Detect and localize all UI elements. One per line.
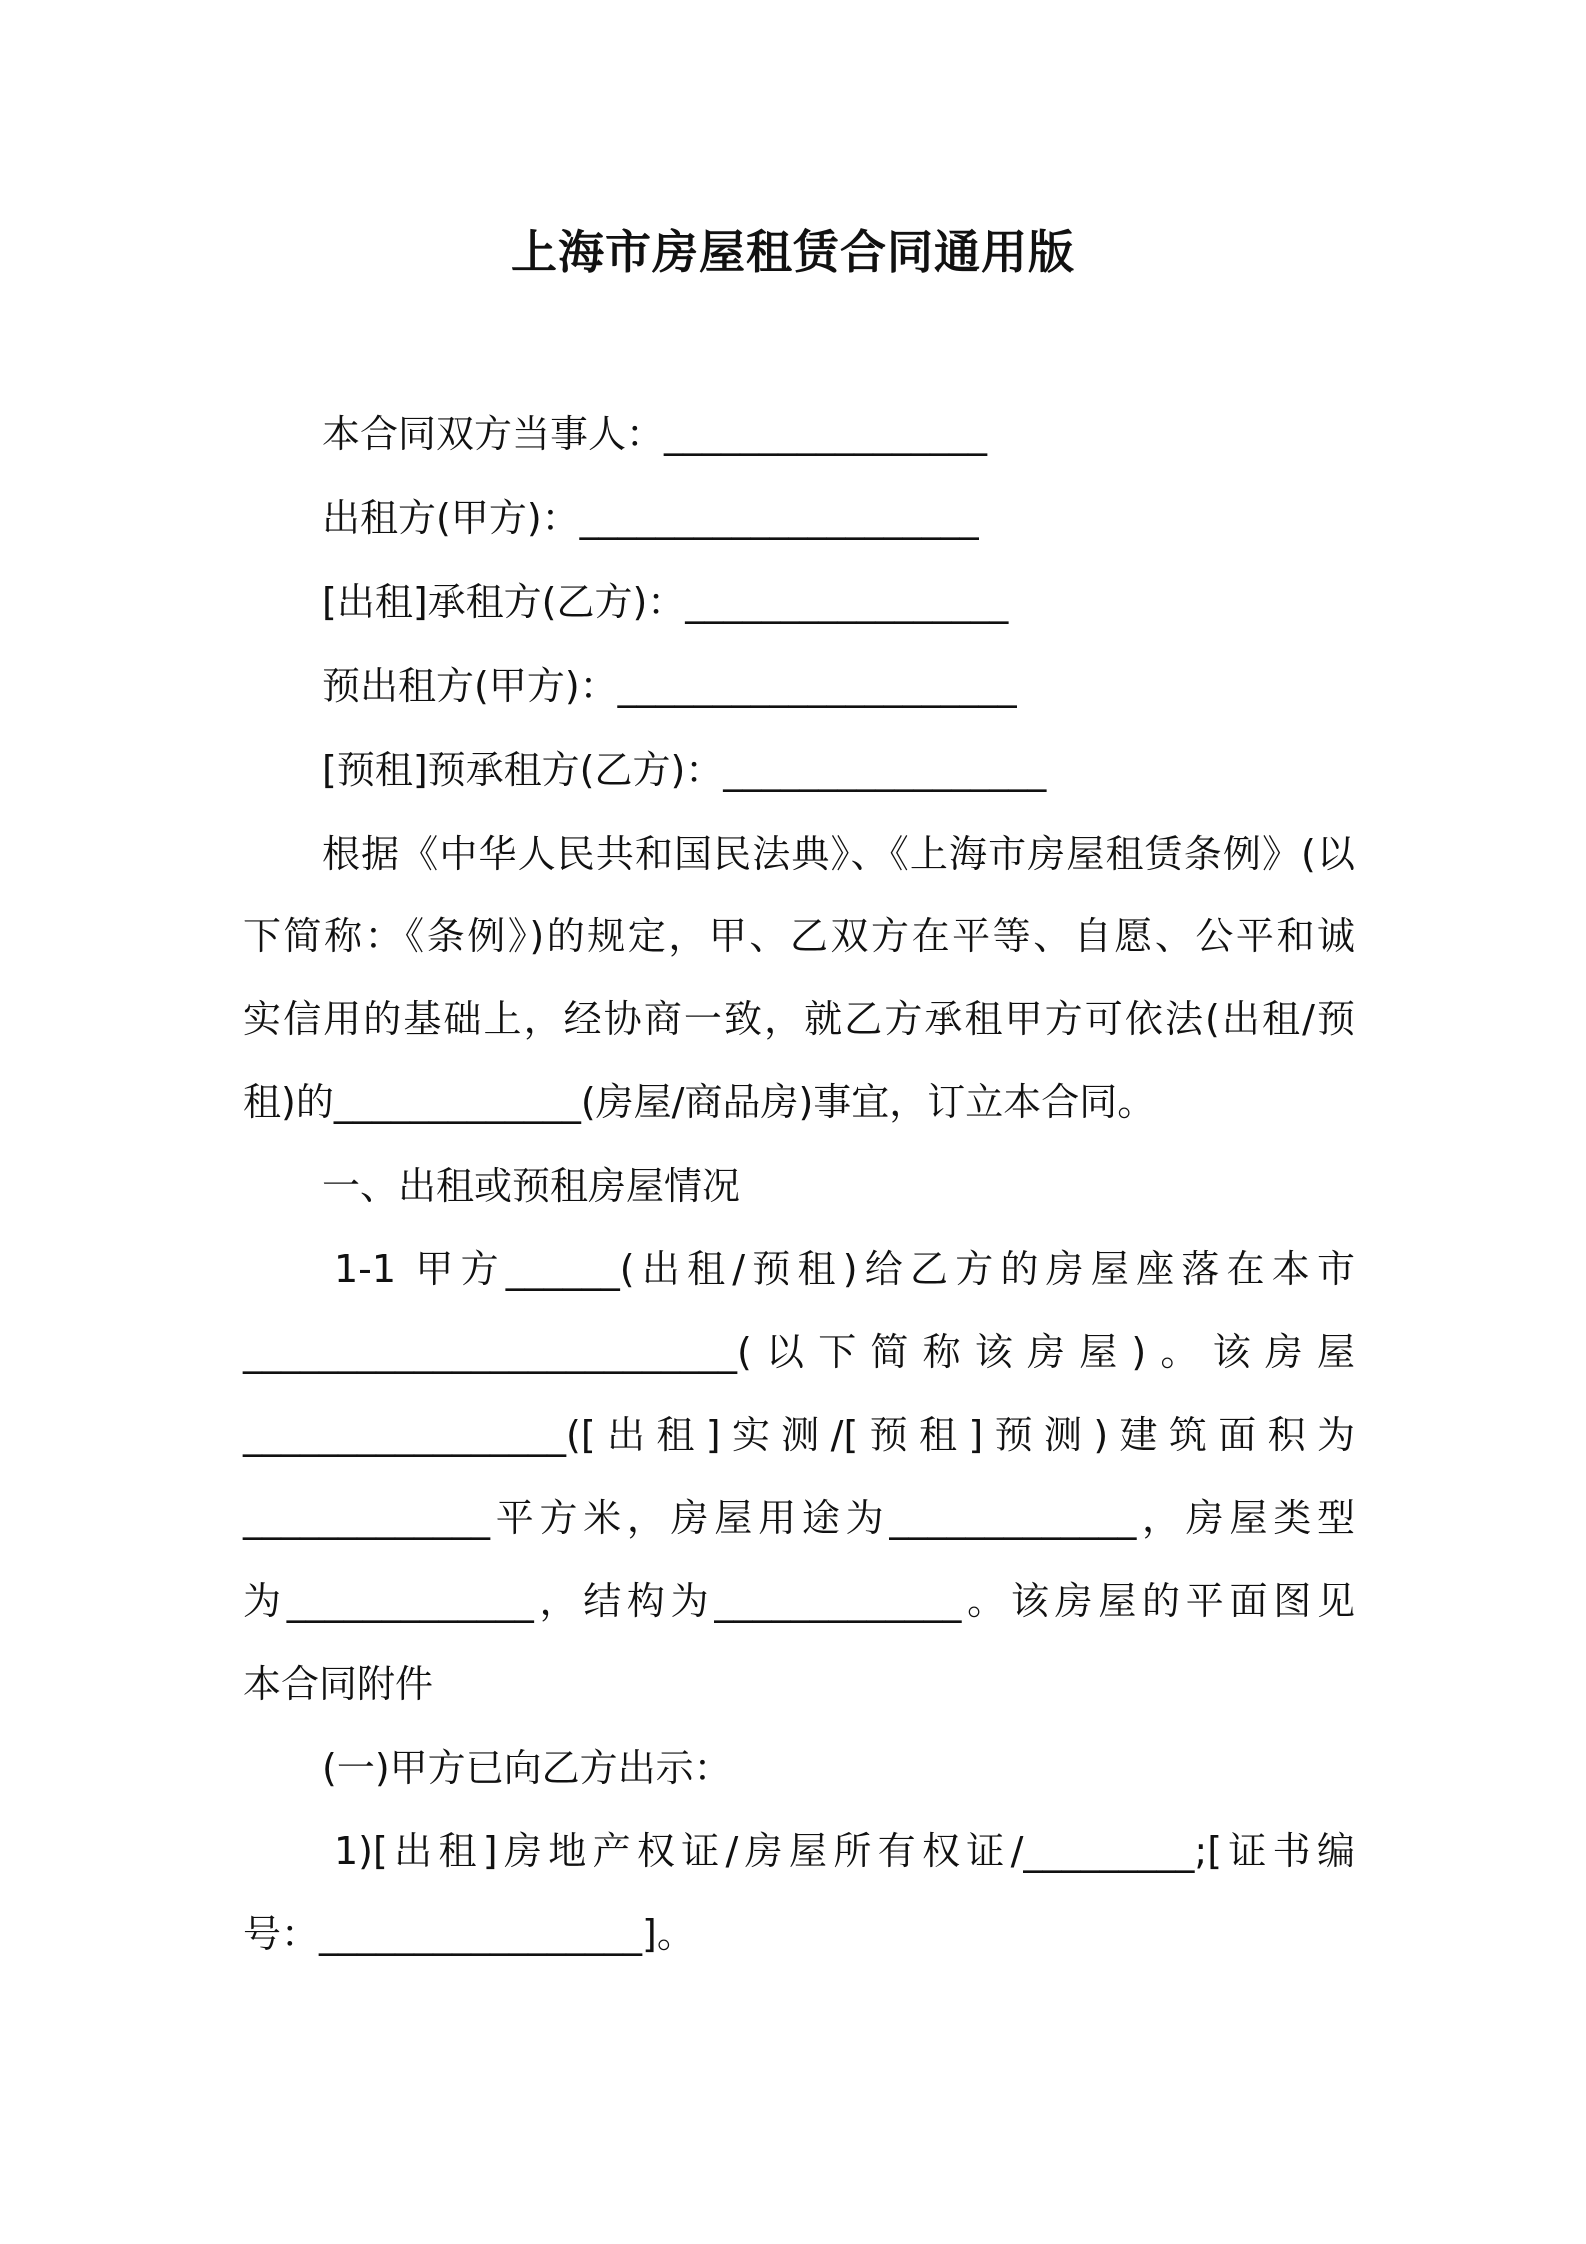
pre-lessor-line: 预出租方(甲方)：_____________________ (322, 664, 1017, 708)
clause-1-1-line-6: 本合同附件 (243, 1662, 434, 1706)
clause-1-1-line-3: _________________([出租]实测/[预租]预测)建筑面积为 (243, 1413, 1355, 1457)
item-1-line-1: 1)[出租]房地产权证/房屋所有权证/_________;[证书编 (334, 1829, 1355, 1873)
preamble-line-4: 租)的_____________(房屋/商品房)事宜，订立本合同。 (243, 1080, 1156, 1124)
clause-1-1-line-1: 1-1 甲方______(出租/预租)给乙方的房屋座落在本市 (334, 1247, 1355, 1291)
clause-1-1-line-5: 为_____________，结构为_____________。该房屋的平面图见 (243, 1579, 1355, 1623)
item-1-line-2: 号：_________________]。 (243, 1912, 695, 1956)
lessor-line: 出租方(甲方)：_____________________ (322, 496, 979, 540)
lessee-line: [出租]承租方(乙方)：_________________ (322, 580, 1009, 624)
pre-lessee-line: [预租]预承租方(乙方)：_________________ (322, 748, 1047, 792)
document-title: 上海市房屋租赁合同通用版 (511, 225, 1075, 279)
preamble-line-3: 实信用的基础上，经协商一致，就乙方承租甲方可依法(出租/预 (243, 997, 1355, 1041)
preamble-line-1: 根据《中华人民共和国民法典》、《上海市房屋租赁条例》(以 (322, 832, 1355, 876)
subsection-heading: (一)甲方已向乙方出示： (322, 1746, 732, 1790)
preamble-line-2: 下简称：《条例》)的规定，甲、乙双方在平等、自愿、公平和诚 (243, 914, 1355, 958)
clause-1-1-line-4: _____________平方米，房屋用途为_____________，房屋类型 (243, 1496, 1355, 1540)
parties-line: 本合同双方当事人：_________________ (322, 412, 988, 456)
clause-1-1-line-2: __________________________(以下简称该房屋)。该房屋 (243, 1330, 1355, 1374)
section-heading: 一、出租或预租房屋情况 (322, 1164, 741, 1208)
